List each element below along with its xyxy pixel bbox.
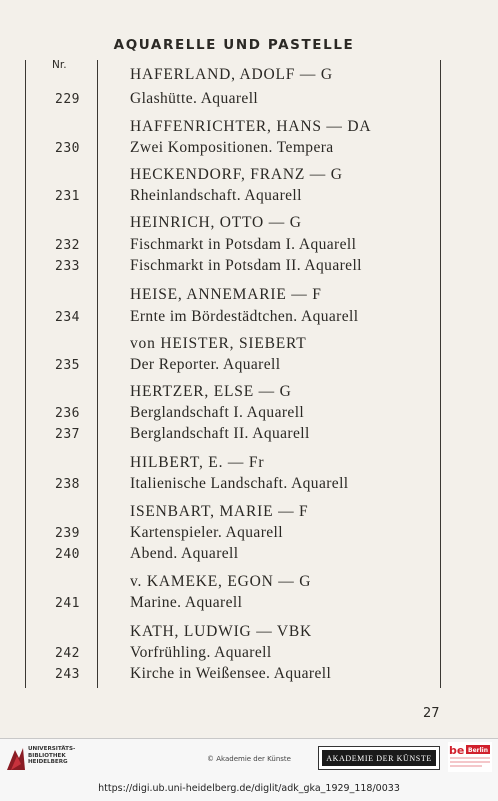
catalog-item xyxy=(0,667,498,689)
page-number: 27 xyxy=(423,706,440,721)
artist-name: ISENBART, MARIE — F xyxy=(130,503,309,520)
work-title: Fischmarkt in Potsdam I. Aquarell xyxy=(130,236,357,253)
catalog-number: 232 xyxy=(55,238,80,253)
catalog-item xyxy=(0,427,498,449)
catalog-item xyxy=(0,189,498,211)
page-heading: AQUARELLE UND PASTELLE xyxy=(113,37,355,53)
artist-name: HEINRICH, OTTO — G xyxy=(130,214,302,231)
catalog-number: 243 xyxy=(55,667,80,682)
svg-text:be: be xyxy=(449,744,465,757)
catalog-item xyxy=(0,259,498,281)
artist-heading xyxy=(0,68,498,90)
catalog-item xyxy=(0,358,498,380)
catalog-number: 230 xyxy=(55,141,80,156)
work-title: Marine. Aquarell xyxy=(130,594,243,611)
akademie-logo-text: AKADEMIE DER KÜNSTE xyxy=(322,750,436,766)
artist-name: HERTZER, ELSE — G xyxy=(130,383,292,400)
catalog-item xyxy=(0,92,498,114)
work-title: Berglandschaft I. Aquarell xyxy=(130,404,305,421)
catalog-number: 236 xyxy=(55,406,80,421)
permalink-url[interactable]: https://digi.ub.uni-heidelberg.de/diglit/adk_gka_1929_118/0033 xyxy=(98,783,400,794)
work-title: Glashütte. Aquarell xyxy=(130,90,259,107)
work-title: Zwei Kompositionen. Tempera xyxy=(130,139,334,156)
catalog-item xyxy=(0,526,498,548)
catalog-number: 233 xyxy=(55,259,80,274)
work-title: Der Reporter. Aquarell xyxy=(130,356,281,373)
svg-text:Berlin: Berlin xyxy=(468,747,488,754)
work-title: Berglandschaft II. Aquarell xyxy=(130,425,310,442)
work-title: Kartenspieler. Aquarell xyxy=(130,524,283,541)
artist-name: KATH, LUDWIG — VBK xyxy=(130,623,313,640)
artist-name: HECKENDORF, FRANZ — G xyxy=(130,166,343,183)
work-title: Abend. Aquarell xyxy=(130,545,239,562)
work-title: Ernte im Bördestädtchen. Aquarell xyxy=(130,308,359,325)
akademie-logo[interactable] xyxy=(318,746,440,770)
catalog-number: 231 xyxy=(55,189,80,204)
artist-heading xyxy=(0,216,498,238)
work-title: Vorfrühling. Aquarell xyxy=(130,644,272,661)
catalog-item xyxy=(0,141,498,163)
artist-name: von HEISTER, SIEBERT xyxy=(130,335,307,352)
catalog-number: 237 xyxy=(55,427,80,442)
catalog-number: 242 xyxy=(55,646,80,661)
artist-heading xyxy=(0,575,498,597)
artist-heading xyxy=(0,288,498,310)
catalog-number: 234 xyxy=(55,310,80,325)
artist-name: HAFFENRICHTER, HANS — DA xyxy=(130,118,372,135)
ub-logo-line-3: HEIDELBERG xyxy=(28,759,68,765)
artist-name: v. KAMEKE, EGON — G xyxy=(130,573,312,590)
be-berlin-logo-icon[interactable] xyxy=(448,742,492,772)
catalog-number: 238 xyxy=(55,477,80,492)
ub-logo-line-2: BIBLIOTHEK xyxy=(28,752,66,759)
catalog-item xyxy=(0,547,498,569)
catalog-item xyxy=(0,477,498,499)
number-column-label: Nr. xyxy=(52,59,67,71)
work-title: Fischmarkt in Potsdam II. Aquarell xyxy=(130,257,362,274)
artist-name: HILBERT, E. — Fr xyxy=(130,454,265,471)
catalog-item xyxy=(0,310,498,332)
catalog-number: 239 xyxy=(55,526,80,541)
catalog-number: 235 xyxy=(55,358,80,373)
ub-logo-line-1: UNIVERSITÄTS- xyxy=(28,746,76,752)
copyright-notice: © Akademie der Künste xyxy=(207,755,291,763)
work-title: Rheinlandschaft. Aquarell xyxy=(130,187,302,204)
artist-name: HAFERLAND, ADOLF — G xyxy=(130,66,333,83)
footer-divider xyxy=(0,738,498,739)
artist-name: HEISE, ANNEMARIE — F xyxy=(130,286,322,303)
work-title: Italienische Landschaft. Aquarell xyxy=(130,475,349,492)
work-title: Kirche in Weißensee. Aquarell xyxy=(130,665,332,682)
catalog-item xyxy=(0,596,498,618)
catalog-number: 240 xyxy=(55,547,80,562)
catalog-number: 241 xyxy=(55,596,80,611)
catalog-number: 229 xyxy=(55,92,80,107)
